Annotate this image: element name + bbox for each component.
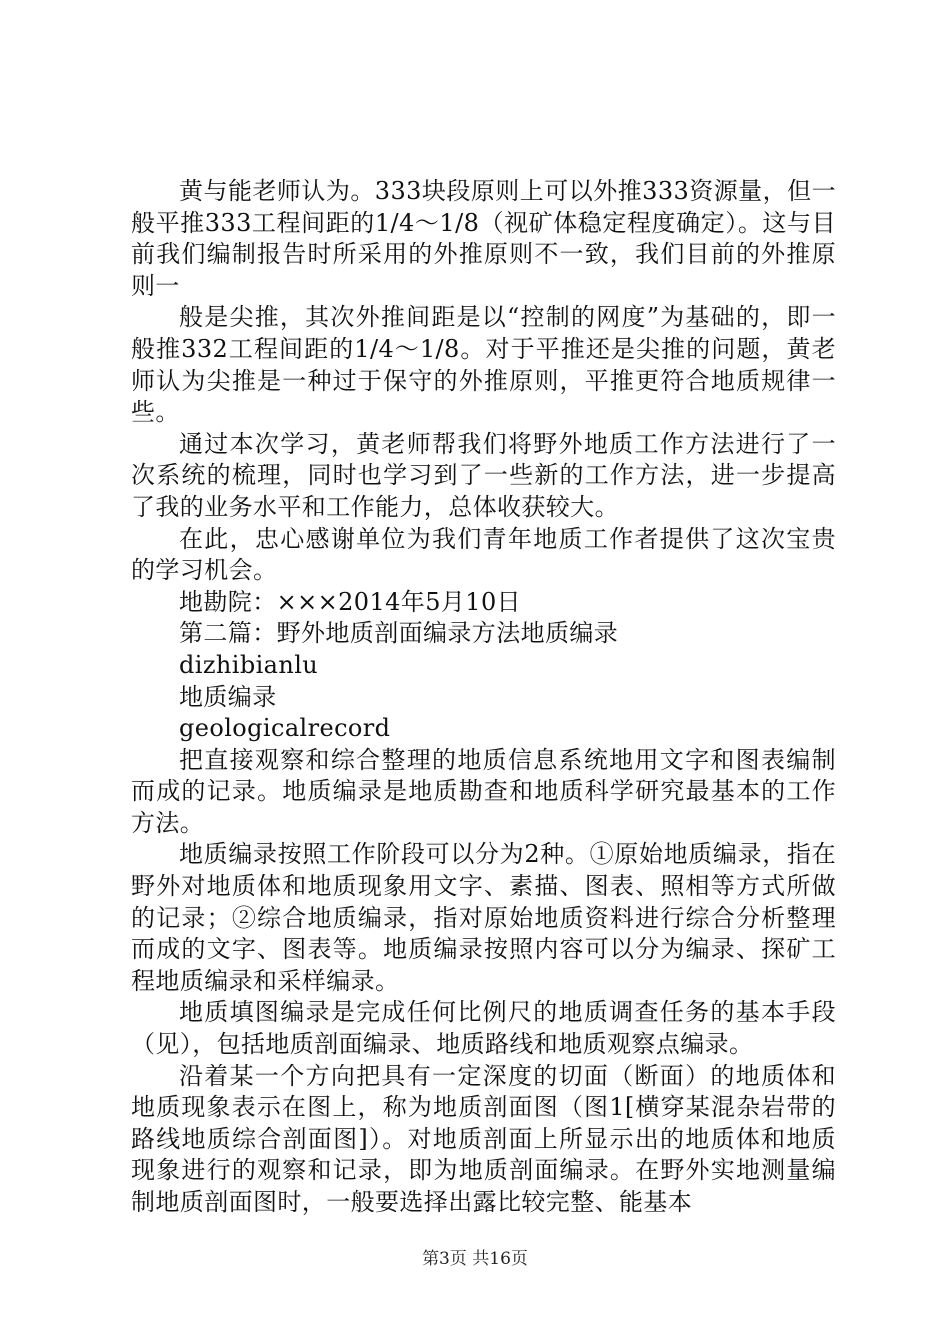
paragraph: 地质填图编录是完成任何比例尺的地质调查任务的基本手段（见），包括地质剖面编录、地质路线和地质观察点编录。 bbox=[131, 998, 836, 1059]
paragraph: 把直接观察和综合整理的地质信息系统地用文字和图表编制而成的记录。地质编录是地质勘查和地质科学研究最基本的工作方法。 bbox=[131, 745, 836, 837]
section-heading: 第二篇：野外地质剖面编录方法地质编录 bbox=[179, 619, 619, 648]
page-number-footer: 第3页 共16页 bbox=[422, 1249, 528, 1269]
term-english: geologicalrecord bbox=[179, 714, 391, 743]
document-body bbox=[131, 176, 836, 1219]
paragraph: 黄与能老师认为。333块段原则上可以外推333资源量，但一般平推333工程间距的1/4～1/8（视矿体稳定程度确定）。这与目前我们编制报告时所采用的外推原则不一致，我们目前的外推原则一 bbox=[131, 177, 836, 300]
paragraph: 通过本次学习，黄老师帮我们将野外地质工作方法进行了一次系统的梳理，同时也学习到了一些新的工作方法，进一步提高了我的业务水平和工作能力，总体收获较大。 bbox=[131, 429, 836, 521]
signature-line: 地勘院：×××2014年5月10日 bbox=[179, 587, 522, 616]
paragraph: 沿着某一个方向把具有一定深度的切面（断面）的地质体和地质现象表示在图上，称为地质剖面图（图1[横穿某混杂岩带的路线地质综合剖面图]）。对地质剖面上所显示出的地质体和地质现象进行的观察和记录，即为地质剖面编录。在野外实地测量编制地质剖面图时，一般要选择出露比较完整、能基本 bbox=[131, 1061, 836, 1216]
paragraph: 地质编录按照工作阶段可以分为2种。①原始地质编录，指在野外对地质体和地质现象用文字、素描、图表、照相等方式所做的记录；②综合地质编录，指对原始地质资料进行综合分析整理而成的文字、图表等。地质编录按照内容可以分为编录、探矿工程地质编录和采样编录。 bbox=[131, 840, 836, 995]
term-chinese: 地质编录 bbox=[179, 682, 277, 711]
paragraph: 在此，忠心感谢单位为我们青年地质工作者提供了这次宝贵的学习机会。 bbox=[131, 524, 836, 585]
term-pinyin: dizhibianlu bbox=[179, 650, 319, 679]
paragraph: 般是尖推，其次外推间距是以“控制的网度”为基础的，即一般推332工程间距的1/4～1/8。对于平推还是尖推的问题，黄老师认为尖推是一种过于保守的外推原则，平推更符合地质规律一些。 bbox=[131, 303, 836, 427]
